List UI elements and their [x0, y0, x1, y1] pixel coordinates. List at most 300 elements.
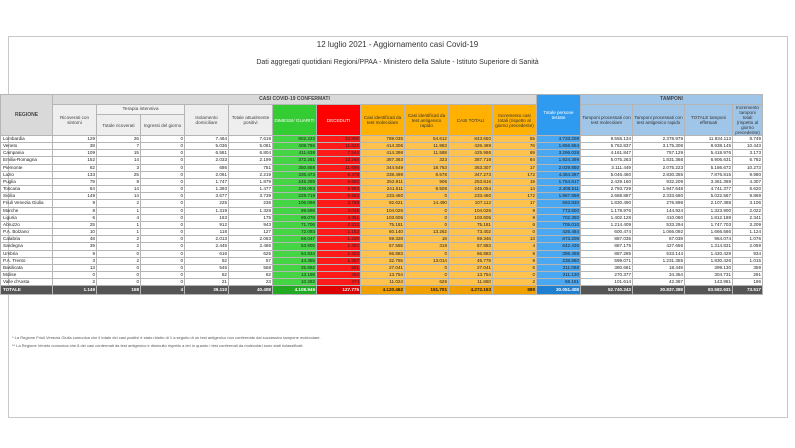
value-cell: 62 [53, 164, 97, 171]
value-cell: 5.046.460 [581, 171, 633, 178]
value-cell: 69 [493, 150, 537, 157]
value-cell: 1.149 [53, 286, 97, 295]
value-cell: 127.775 [317, 286, 361, 295]
value-cell: 6 [53, 214, 97, 221]
value-cell: 1.231.355 [633, 257, 685, 264]
value-cell: 425.986 [449, 150, 493, 157]
value-cell: 9.508 [405, 186, 449, 193]
value-cell: 3.577 [185, 193, 229, 200]
value-cell: 3.209 [733, 221, 763, 228]
value-cell: 26 [97, 136, 141, 143]
value-cell: 4.484.397 [537, 171, 581, 178]
value-cell: 1.830.426 [685, 257, 733, 264]
value-cell: 426.489 [449, 143, 493, 150]
value-cell: 143.981 [685, 279, 733, 286]
table-row [1, 257, 763, 264]
value-cell: 233.460 [361, 193, 405, 200]
value-cell: 599.071 [581, 257, 633, 264]
value-cell: 3.296.028 [537, 150, 581, 157]
value-cell: 2.532 [317, 221, 361, 228]
value-cell: 2.063 [229, 236, 273, 243]
value-cell: 39 [53, 243, 97, 250]
value-cell: 802.222 [273, 136, 317, 143]
region-cell: Molise [1, 271, 53, 278]
table-row [1, 164, 763, 171]
value-cell: 1.812.188 [685, 214, 733, 221]
value-cell: 76 [493, 143, 537, 150]
table-body [1, 136, 763, 295]
value-cell: 55 [493, 136, 537, 143]
value-cell: 1.754.617 [537, 178, 581, 185]
report-title: 12 luglio 2021 - Aggiornamento casi Covid-19 [316, 40, 479, 49]
value-cell: 56.883 [449, 250, 493, 257]
value-cell: 954.074 [685, 236, 733, 243]
value-cell: 1.967.898 [537, 193, 581, 200]
value-cell: 33.806 [317, 136, 361, 143]
region-cell: Basilicata [1, 264, 53, 271]
value-cell: 396.458 [537, 250, 581, 257]
value-cell: 149 [53, 193, 97, 200]
value-cell: 494 [317, 271, 361, 278]
report-subtitle: Dati aggregati quotidiani Regioni/PPAA - Ministero della Salute - Istituto Superiore di Sanità [256, 59, 539, 66]
value-cell: 905 [405, 178, 449, 185]
value-cell: 11.024 [361, 279, 405, 286]
value-cell: 75.181 [449, 221, 493, 228]
value-cell: 6.782 [733, 157, 763, 164]
value-cell: 4 [97, 214, 141, 221]
value-cell: 0 [141, 200, 185, 207]
region-cell: Valle d'Aosta [1, 279, 53, 286]
value-cell: 175 [229, 214, 273, 221]
value-cell: 3 [97, 164, 141, 171]
value-cell: 4.351 [317, 214, 361, 221]
value-cell: 533.144 [633, 250, 685, 257]
value-cell: 53.905 [273, 243, 317, 250]
value-cell: 372.251 [273, 157, 317, 164]
value-cell: 7.619 [229, 136, 273, 143]
header-total-persons: Totale persone testate [537, 95, 581, 136]
table-row [1, 229, 763, 236]
value-cell: 13.754 [361, 271, 405, 278]
table-row [1, 150, 763, 157]
value-cell: 5.186.672 [685, 164, 733, 171]
value-cell: 4.741.377 [685, 186, 733, 193]
value-cell: 2.199 [229, 157, 273, 164]
value-cell: 1.666.566 [685, 229, 733, 236]
value-cell: 545 [185, 264, 229, 271]
value-cell: 0 [141, 171, 185, 178]
value-cell: 344.549 [361, 164, 405, 171]
value-cell: 591 [317, 264, 361, 271]
value-cell: 1.015 [733, 257, 763, 264]
value-cell: 6.650 [317, 178, 361, 185]
value-cell: 0 [141, 264, 185, 271]
value-cell: 17 [493, 200, 537, 207]
table-row [1, 207, 763, 214]
value-cell: 757.129 [633, 150, 685, 157]
value-cell: 4.161.847 [581, 150, 633, 157]
value-cell: 0 [405, 207, 449, 214]
value-cell: 0 [141, 143, 185, 150]
value-cell: 0 [53, 271, 97, 278]
region-cell: Lazio [1, 171, 53, 178]
value-cell: 3.175.308 [633, 143, 685, 150]
value-cell: 229.719 [273, 193, 317, 200]
value-cell: 54.834 [273, 250, 317, 257]
value-cell: 1.747.703 [685, 221, 733, 228]
value-cell: 211.068 [537, 264, 581, 271]
header-tamponi-totale: TOTALE tamponi effettuati [685, 105, 733, 136]
value-cell: 1.424 [317, 250, 361, 257]
value-cell: 104.026 [361, 207, 405, 214]
value-cell: 0 [405, 271, 449, 278]
value-cell: 533.294 [633, 221, 685, 228]
value-cell: 0 [141, 193, 185, 200]
value-cell: 1.492 [317, 243, 361, 250]
value-cell: 2 [97, 200, 141, 207]
value-cell: 52 [185, 257, 229, 264]
value-cell: 8.378 [317, 171, 361, 178]
header-isolamento: Isolamento domiciliare [185, 105, 229, 136]
covid-data-table [0, 94, 763, 295]
table-row [1, 214, 763, 221]
value-cell: 414.398 [361, 150, 405, 157]
value-cell: 14 [97, 193, 141, 200]
value-cell: 4.733.209 [537, 136, 581, 143]
value-cell: 9.869 [733, 193, 763, 200]
value-cell: 9 [493, 257, 537, 264]
value-cell: 625 [229, 250, 273, 257]
value-cell: 7.464 [185, 136, 229, 143]
value-cell: 427.656 [633, 243, 685, 250]
header-deceduti: DECEDUTI [317, 105, 361, 136]
value-cell: 2.061 [185, 171, 229, 178]
value-cell: 9 [53, 250, 97, 257]
value-cell: 347.273 [449, 171, 493, 178]
table-row [1, 178, 763, 185]
table-row [1, 264, 763, 271]
value-cell: 9 [493, 207, 537, 214]
region-cell: P.A. Trento [1, 257, 53, 264]
value-cell: 1.182 [317, 229, 361, 236]
value-cell: 236.053 [273, 186, 317, 193]
value-cell: 13 [493, 236, 537, 243]
value-cell: 39.110 [185, 286, 229, 295]
table-row [1, 236, 763, 243]
header-incremento-tamponi: Incremento tamponi totali (rispetto al giorno precedente) [733, 105, 763, 136]
value-cell: 2.486 [229, 243, 273, 250]
value-cell: 62 [185, 271, 229, 278]
value-cell: 0 [141, 186, 185, 193]
region-cell: Sardegna [1, 243, 53, 250]
value-cell: 233.460 [449, 193, 493, 200]
value-cell: 3.106 [733, 200, 763, 207]
value-cell: 323 [405, 157, 449, 164]
value-cell: 6.906.631 [685, 157, 733, 164]
table-wrapper [0, 94, 795, 332]
value-cell: 15 [97, 150, 141, 157]
value-cell: 3.048 [317, 207, 361, 214]
value-cell: 158 [97, 286, 141, 295]
value-cell: 42.367 [633, 279, 685, 286]
value-cell: 887.285 [581, 250, 633, 257]
region-cell: Abruzzo [1, 221, 53, 228]
table-row [1, 186, 763, 193]
header-dimessi-guariti: DIMESSI/ GUARITI [273, 105, 317, 136]
value-cell: 0 [405, 193, 449, 200]
value-cell: 387.718 [449, 157, 493, 164]
value-cell: 0 [141, 243, 185, 250]
header-ricoverati: Ricoverati con sintomi [53, 105, 97, 136]
region-cell: Umbria [1, 250, 53, 257]
value-cell: 3.739 [229, 193, 273, 200]
value-cell: 843.650 [449, 136, 493, 143]
value-cell: 887.175 [581, 243, 633, 250]
value-cell: 1.747 [185, 178, 229, 185]
value-cell: 0 [97, 271, 141, 278]
value-cell: 4 [141, 286, 185, 295]
table-row [1, 221, 763, 228]
value-cell: 92.621 [361, 200, 405, 207]
value-cell: 912 [185, 221, 229, 228]
value-cell: 75.181 [361, 221, 405, 228]
value-cell: 673.208 [537, 236, 581, 243]
value-cell: 1.879 [229, 178, 273, 185]
table-row [1, 136, 763, 143]
value-cell: 30.051.408 [537, 286, 581, 295]
value-cell: 1.314.831 [685, 243, 733, 250]
value-cell: 1.319 [185, 207, 229, 214]
value-cell: 25 [97, 171, 141, 178]
value-cell: 1.402.128 [581, 214, 633, 221]
value-cell: 6.993 [317, 186, 361, 193]
value-cell: 7 [97, 143, 141, 150]
value-cell: 409.786 [273, 143, 317, 150]
value-cell: 60.140 [361, 229, 405, 236]
value-cell: 338.499 [361, 171, 405, 178]
value-cell: 1 [97, 229, 141, 236]
table-row [1, 271, 763, 278]
total-row [1, 286, 763, 295]
value-cell: 0 [141, 236, 185, 243]
value-cell: 0 [405, 214, 449, 221]
region-cell: Campania [1, 150, 53, 157]
value-cell: 14.490 [405, 200, 449, 207]
value-cell: 225 [185, 200, 229, 207]
value-cell: 13.198 [273, 271, 317, 278]
tamponi-header: TAMPONI [581, 95, 763, 105]
region-cell: Toscana [1, 186, 53, 193]
value-cell: 1.947.648 [633, 186, 685, 193]
value-cell: 2.378.979 [633, 136, 685, 143]
value-cell: 6 [493, 264, 537, 271]
footnote-1: * La Regione Friuli Venezia Giulia comunica che il totale dei casi positivi è stato ridotto di 1 a seguito di un test antigenico non confermato dal successivo tampone molecolare. [12, 335, 321, 340]
value-cell: 6.804 [229, 150, 273, 157]
value-cell: 399.130 [685, 264, 733, 271]
value-cell: 69.346 [449, 236, 493, 243]
value-cell: 238.860 [537, 257, 581, 264]
value-cell: 0 [405, 250, 449, 257]
value-cell: 751 [229, 164, 273, 171]
value-cell: 8.749 [733, 136, 763, 143]
value-cell: 773.800 [537, 207, 581, 214]
value-cell: 8.938.145 [685, 143, 733, 150]
value-cell: 106.098 [273, 200, 317, 207]
table-row [1, 157, 763, 164]
value-cell: 350.858 [273, 164, 317, 171]
value-cell: 252.911 [361, 178, 405, 185]
header-casi-antigenico: Casi identificati da test antigenico rapido [405, 105, 449, 136]
value-cell: 1.856.654 [537, 143, 581, 150]
table-row [1, 193, 763, 200]
value-cell: 1.367 [317, 257, 361, 264]
value-cell: 1.477 [229, 186, 273, 193]
value-cell: 14 [97, 186, 141, 193]
value-cell: 2.830.355 [633, 171, 685, 178]
value-cell: 2.445 [185, 243, 229, 250]
value-cell: 0 [141, 207, 185, 214]
value-cell: 5.036 [185, 143, 229, 150]
value-cell: 196 [733, 279, 763, 286]
value-cell: 0 [141, 150, 185, 157]
header-casi-totali: CASI TOTALI [449, 105, 493, 136]
value-cell: 0 [405, 221, 449, 228]
value-cell: 236 [229, 200, 273, 207]
value-cell: 0 [141, 214, 185, 221]
table-row [1, 200, 763, 207]
value-cell: 62 [229, 271, 273, 278]
region-cell: Friuli Venezia Giulia [1, 200, 53, 207]
value-cell: 1.831.368 [633, 157, 685, 164]
value-cell: 6.581 [185, 150, 229, 157]
value-cell: 14 [493, 186, 537, 193]
region-cell: TOTALE [1, 286, 53, 295]
value-cell: 10.293 [273, 279, 317, 286]
value-cell: 0 [405, 264, 449, 271]
value-cell: 626 [405, 279, 449, 286]
value-cell: 3.111.449 [581, 164, 633, 171]
value-cell: 1 [97, 221, 141, 228]
value-cell: 11.698 [317, 164, 361, 171]
value-cell: 152 [53, 157, 97, 164]
region-cell: Sicilia [1, 193, 53, 200]
table-row [1, 250, 763, 257]
value-cell: 0 [141, 136, 185, 143]
table-row [1, 279, 763, 286]
value-cell: 642.436 [537, 243, 581, 250]
value-cell: 2.029.850 [537, 164, 581, 171]
value-cell: 0 [141, 178, 185, 185]
value-cell: 359 [733, 264, 763, 271]
table-row [1, 143, 763, 150]
value-cell: 1.214.409 [581, 221, 633, 228]
region-cell: P.A. Bolzano [1, 229, 53, 236]
value-cell: 380.681 [581, 264, 633, 271]
value-cell: 10 [53, 229, 97, 236]
intensive-care-header: Terapia intensiva [97, 105, 185, 115]
value-cell: 9 [53, 200, 97, 207]
value-cell: 558 [229, 264, 273, 271]
value-cell: 57.883 [449, 243, 493, 250]
value-cell: 0 [97, 250, 141, 257]
value-cell: 8 [493, 250, 537, 257]
value-cell: 11.622 [317, 143, 361, 150]
value-cell: 25.892 [273, 264, 317, 271]
region-cell: Lombardia [1, 136, 53, 143]
value-cell: 64 [493, 157, 537, 164]
value-cell: 0 [141, 271, 185, 278]
value-cell: 363.307 [449, 164, 493, 171]
value-cell: 151.701 [405, 286, 449, 295]
value-cell: 52.740.243 [581, 286, 633, 295]
value-cell: 2.341 [733, 214, 763, 221]
value-cell: 0 [97, 264, 141, 271]
header-ingressi-giorno: Ingressi del giorno [141, 115, 185, 136]
region-cell: Veneto [1, 143, 53, 150]
value-cell: 4.120.462 [361, 286, 405, 295]
value-cell: 69.328 [361, 236, 405, 243]
value-cell: 73.402 [449, 229, 493, 236]
value-cell: 18 [405, 236, 449, 243]
value-cell: 101.614 [581, 279, 633, 286]
value-cell: 18.763 [405, 164, 449, 171]
value-cell: 6 [493, 221, 537, 228]
value-cell: 172 [493, 171, 537, 178]
value-cell: 99.078 [273, 214, 317, 221]
value-cell: 30.837.388 [633, 286, 685, 295]
value-cell: 0 [97, 279, 141, 286]
value-cell: 27.041 [449, 264, 493, 271]
value-cell: 291 [733, 271, 763, 278]
header-tamponi-antigenico: Tamponi processati con test antigenico rapido [633, 105, 685, 136]
region-cell: Piemonte [1, 164, 53, 171]
value-cell: 19 [493, 178, 537, 185]
value-cell: 5.620 [733, 186, 763, 193]
value-cell: 5.022.567 [685, 193, 733, 200]
value-cell: 13 [53, 264, 97, 271]
value-cell: 99.698 [273, 207, 317, 214]
value-cell: 0 [141, 257, 185, 264]
header-incremento-casi: Incremento casi totali (rispetto al giorno precedente) [493, 105, 537, 136]
region-cell: Calabria [1, 236, 53, 243]
value-cell: 934 [733, 250, 763, 257]
value-cell: 0 [141, 279, 185, 286]
value-cell: 4.272.163 [449, 286, 493, 295]
value-cell: 3.789 [317, 200, 361, 207]
value-cell: 2.075.223 [633, 164, 685, 171]
value-cell: 387.363 [361, 157, 405, 164]
value-cell: 13.754 [449, 271, 493, 278]
value-cell: 2.793.729 [581, 186, 633, 193]
value-cell: 9 [493, 214, 537, 221]
header-attualmente-positivi: Totale attualmente positivi [229, 105, 273, 136]
value-cell: 118 [185, 229, 229, 236]
value-cell: 2.429.160 [581, 178, 633, 185]
value-cell: 107.112 [449, 200, 493, 207]
value-cell: 9.980 [733, 171, 763, 178]
value-cell: 411.638 [273, 150, 317, 157]
value-cell: 1.420.429 [685, 250, 733, 257]
value-cell: 7.876.815 [685, 171, 733, 178]
value-cell: 10.273 [733, 164, 763, 171]
value-cell: 10.443 [733, 143, 763, 150]
value-cell: 1.066.092 [633, 229, 685, 236]
value-cell: 163 [185, 214, 229, 221]
value-cell: 245.054 [449, 186, 493, 193]
value-cell: 17 [493, 164, 537, 171]
value-cell: 68.047 [273, 236, 317, 243]
value-cell: 2.688.887 [581, 193, 633, 200]
